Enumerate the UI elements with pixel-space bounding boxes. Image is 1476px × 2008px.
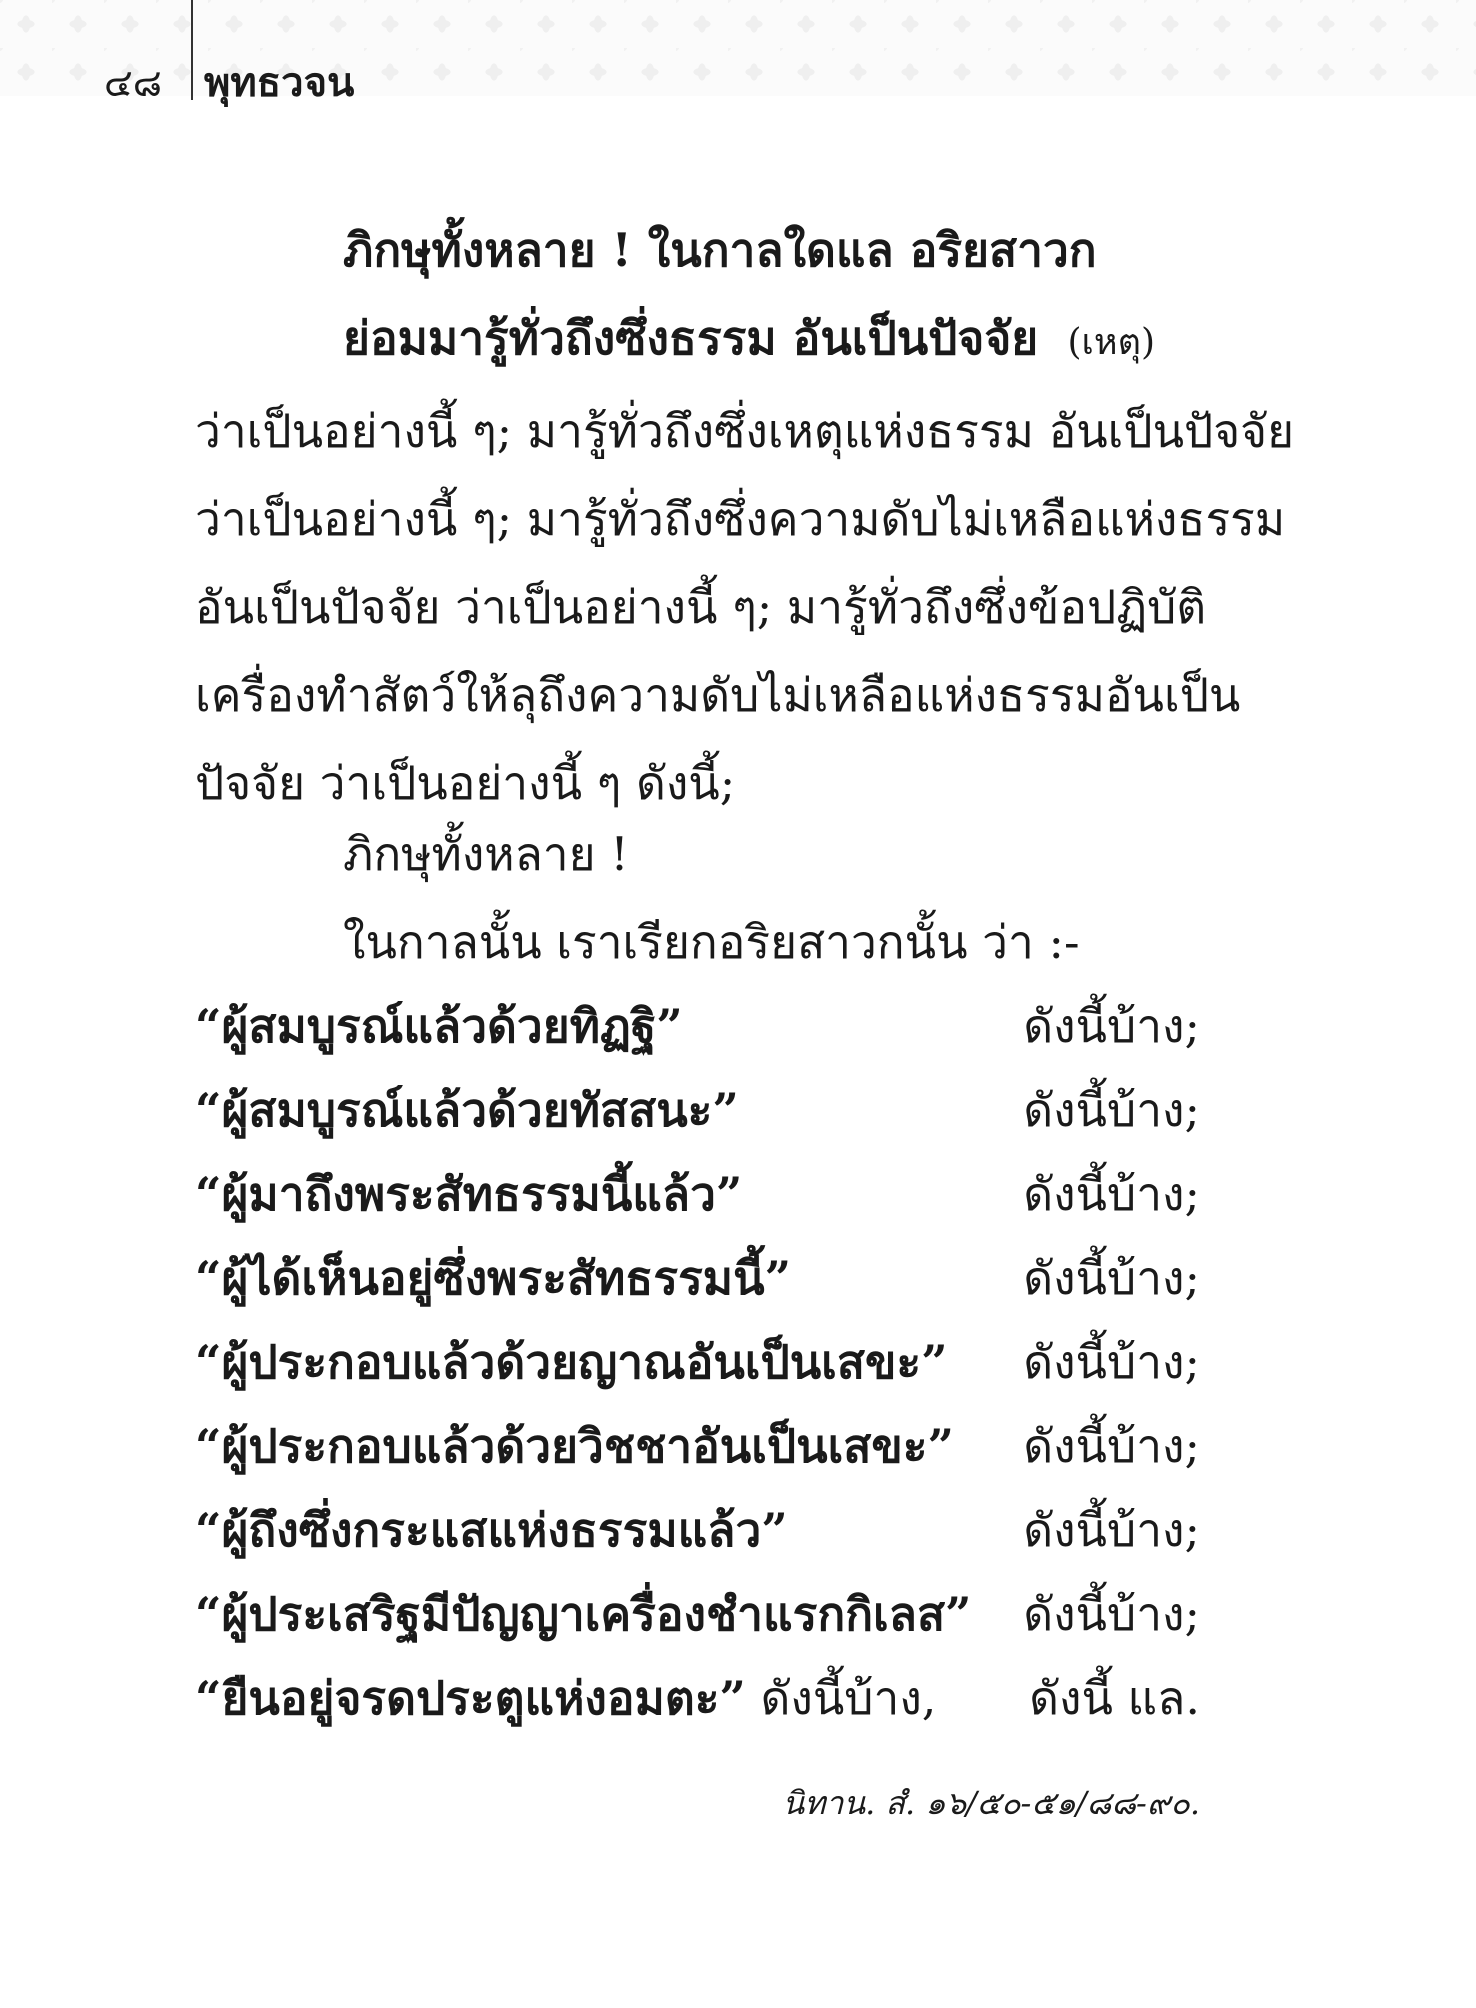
- last-epithet-inline: ดังนี้บ้าง,: [745, 1671, 937, 1725]
- epithet-suffix: ดังนี้บ้าง;: [1023, 1083, 1200, 1137]
- epithet-suffix: ดังนี้บ้าง;: [1023, 1419, 1200, 1473]
- epithet-row: [195, 1404, 1200, 1488]
- epithet-text: “ผู้สมบูรณ์แล้วด้วยทิฏฐิ”: [195, 999, 683, 1053]
- epithet-text: “ผู้ถึงซึ่งกระแสแห่งธรรมแล้ว”: [195, 1503, 788, 1557]
- epithet-text: “ผู้ประเสริฐมีปัญญาเครื่องชำแรกกิเลส”: [195, 1587, 972, 1641]
- epithet-text: “ผู้ประกอบแล้วด้วยวิชชาอันเป็นเสขะ”: [195, 1419, 954, 1473]
- epithet-list: [195, 984, 1200, 1740]
- paragraph-1-line-5: อันเป็นปัจจัย ว่าเป็นอย่างนี้ ๆ; มารู้ทั่วถึงซึ่งข้อปฏิบัติ: [195, 580, 1207, 634]
- epithet-suffix: ดังนี้บ้าง;: [1023, 1335, 1200, 1389]
- epithet-row: [195, 1320, 1200, 1404]
- epithet-row: [195, 1152, 1200, 1236]
- epithet-text: “ผู้ได้เห็นอยู่ซึ่งพระสัทธรรมนี้”: [195, 1251, 792, 1305]
- paragraph-1-line-6: เครื่องทำสัตว์ให้ลุถึงความดับไม่เหลือแห่งธรรมอันเป็น: [195, 668, 1241, 722]
- epithet-suffix: ดังนี้บ้าง;: [1023, 999, 1200, 1053]
- running-title: พุทธวจน: [204, 59, 355, 106]
- paragraph-1-line-4: ว่าเป็นอย่างนี้ ๆ; มารู้ทั่วถึงซึ่งความดับไม่เหลือแห่งธรรม: [195, 492, 1286, 546]
- epithet-row: [195, 1488, 1200, 1572]
- last-epithet-text: “ยืนอยู่จรดประตูแห่งอมตะ”: [195, 1671, 746, 1725]
- epithet-text: “ผู้มาถึงพระสัทธรรมนี้แล้ว”: [195, 1167, 743, 1221]
- last-epithet: [195, 1656, 936, 1740]
- header-divider: [191, 0, 193, 100]
- epithet-row: [195, 1068, 1200, 1152]
- epithet-suffix: ดังนี้บ้าง;: [1023, 1503, 1200, 1557]
- paragraph-2: [195, 810, 1200, 986]
- epithet-suffix: ดังนี้บ้าง;: [1023, 1587, 1200, 1641]
- page-number: ๔๘: [104, 61, 163, 105]
- paragraph-1-line-3: ว่าเป็นอย่างนี้ ๆ; มารู้ทั่วถึงซึ่งเหตุแห่งธรรม อันเป็นปัจจัย: [195, 404, 1295, 458]
- citation: นิทาน. สํ. ๑๖/๕๐-๕๑/๘๘-๙๐.: [782, 1784, 1200, 1822]
- epithet-text: “ผู้สมบูรณ์แล้วด้วยทัสสนะ”: [195, 1083, 739, 1137]
- paragraph-2-line-2: ในกาลนั้น เราเรียกอริยสาวกนั้น ว่า :-: [343, 915, 1080, 969]
- paragraph-1-line-7: ปัจจัย ว่าเป็นอย่างนี้ ๆ ดังนี้;: [195, 756, 736, 810]
- paragraph-1-line-1: ภิกษุทั้งหลาย ! ในกาลใดแล อริยสาวก: [343, 223, 1097, 277]
- epithet-row: [195, 1236, 1200, 1320]
- epithet-row-last: [195, 1656, 1200, 1740]
- paragraph-1: [195, 206, 1295, 827]
- paragraph-2-line-1: ภิกษุทั้งหลาย !: [343, 827, 629, 881]
- epithet-row: [195, 984, 1200, 1068]
- epithet-text: “ผู้ประกอบแล้วด้วยญาณอันเป็นเสขะ”: [195, 1335, 948, 1389]
- last-epithet-suffix: ดังนี้ แล.: [1029, 1671, 1200, 1725]
- paragraph-1-line-2-bold: ย่อมมารู้ทั่วถึงซึ่งธรรม อันเป็นปัจจัย: [343, 311, 1039, 365]
- paragraph-1-line-2: [195, 294, 1200, 387]
- epithet-suffix: ดังนี้บ้าง;: [1023, 1251, 1200, 1305]
- epithet-suffix: ดังนี้บ้าง;: [1023, 1167, 1200, 1221]
- paragraph-1-line-2-note: (เหตุ): [1067, 322, 1155, 363]
- epithet-row: [195, 1572, 1200, 1656]
